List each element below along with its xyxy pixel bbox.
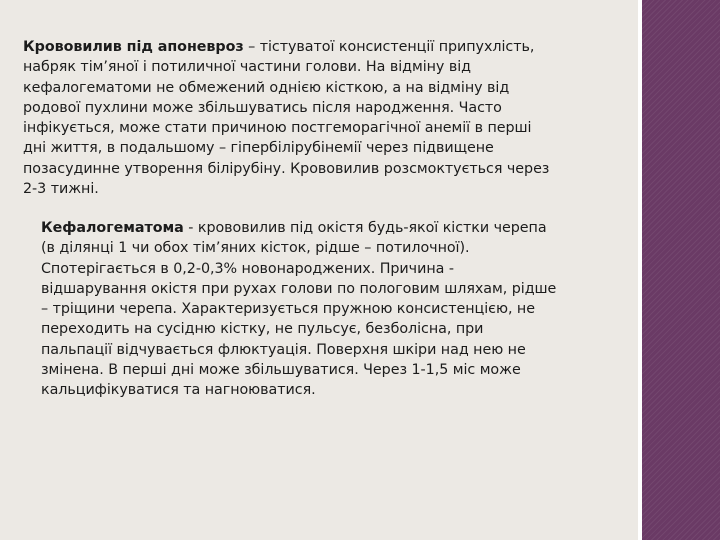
term-cephalohematoma: Кефалогематома	[41, 220, 184, 236]
paragraph-1-line-2: набряк тім’яної і потиличної частини голови. На відміну від	[23, 59, 471, 76]
paragraph-1-line-1	[23, 37, 611, 57]
paragraph-2-line-1-text: - крововилив під окістя будь-якої кістки черепа	[183, 220, 547, 236]
term-aponeurosis-hemorrhage: Крововилив під апоневроз	[23, 39, 244, 55]
decorative-side-stripe	[640, 0, 720, 540]
paragraph-1-line-8: 2-3 тижні.	[23, 181, 99, 198]
paragraph-2-line-5: – тріщини черепа. Характеризується пружною консистенцією, не	[41, 301, 535, 318]
paragraph-2-line-3: Спотерігається в 0,2-0,3% новонароджених. Причина -	[41, 260, 454, 277]
paragraph-2-line-1	[41, 218, 615, 238]
paragraph-1-line-1-text: – тістуватої консистенції припухлість,	[243, 39, 535, 55]
paragraph-2-line-6: переходить на сусідню кістку, не пульсує, безболісна, при	[41, 321, 484, 338]
paragraph-2-line-4: відшарування окістя при рухах голови по пологовим шляхам, рідше	[41, 280, 557, 297]
paragraph-aponeurosis-hemorrhage	[23, 37, 611, 199]
paragraph-cephalohematoma	[41, 218, 615, 401]
paragraph-1-line-7: позасудинне утворення білірубіну. Крововилив розсмоктується через	[23, 160, 550, 177]
paragraph-1-line-3: кефалогематоми не обмежений однією кісткою, а на відміну від	[23, 79, 510, 96]
paragraph-1-line-6: дні життя, в подальшому – гіпербілірубінемії через підвищене	[23, 140, 494, 157]
paragraph-1-line-5: інфікується, може стати причиною постгеморагічної анемії в перші	[23, 120, 532, 137]
paragraph-2-line-9: кальцифікуватися та нагноюватися.	[41, 382, 316, 399]
paragraph-1-line-4: родової пухлини може збільшуватись після народження. Часто	[23, 99, 502, 116]
paragraph-2-line-2: (в ділянці 1 чи обох тім’яних кісток, рідше – потилочної).	[41, 240, 470, 257]
paragraph-2-line-8: змінена. В перші дні може збільшуватися. Через 1-1,5 міс може	[41, 362, 521, 379]
paragraph-2-line-7: пальпації відчувається флюктуація. Поверхня шкіри над нею не	[41, 341, 526, 358]
